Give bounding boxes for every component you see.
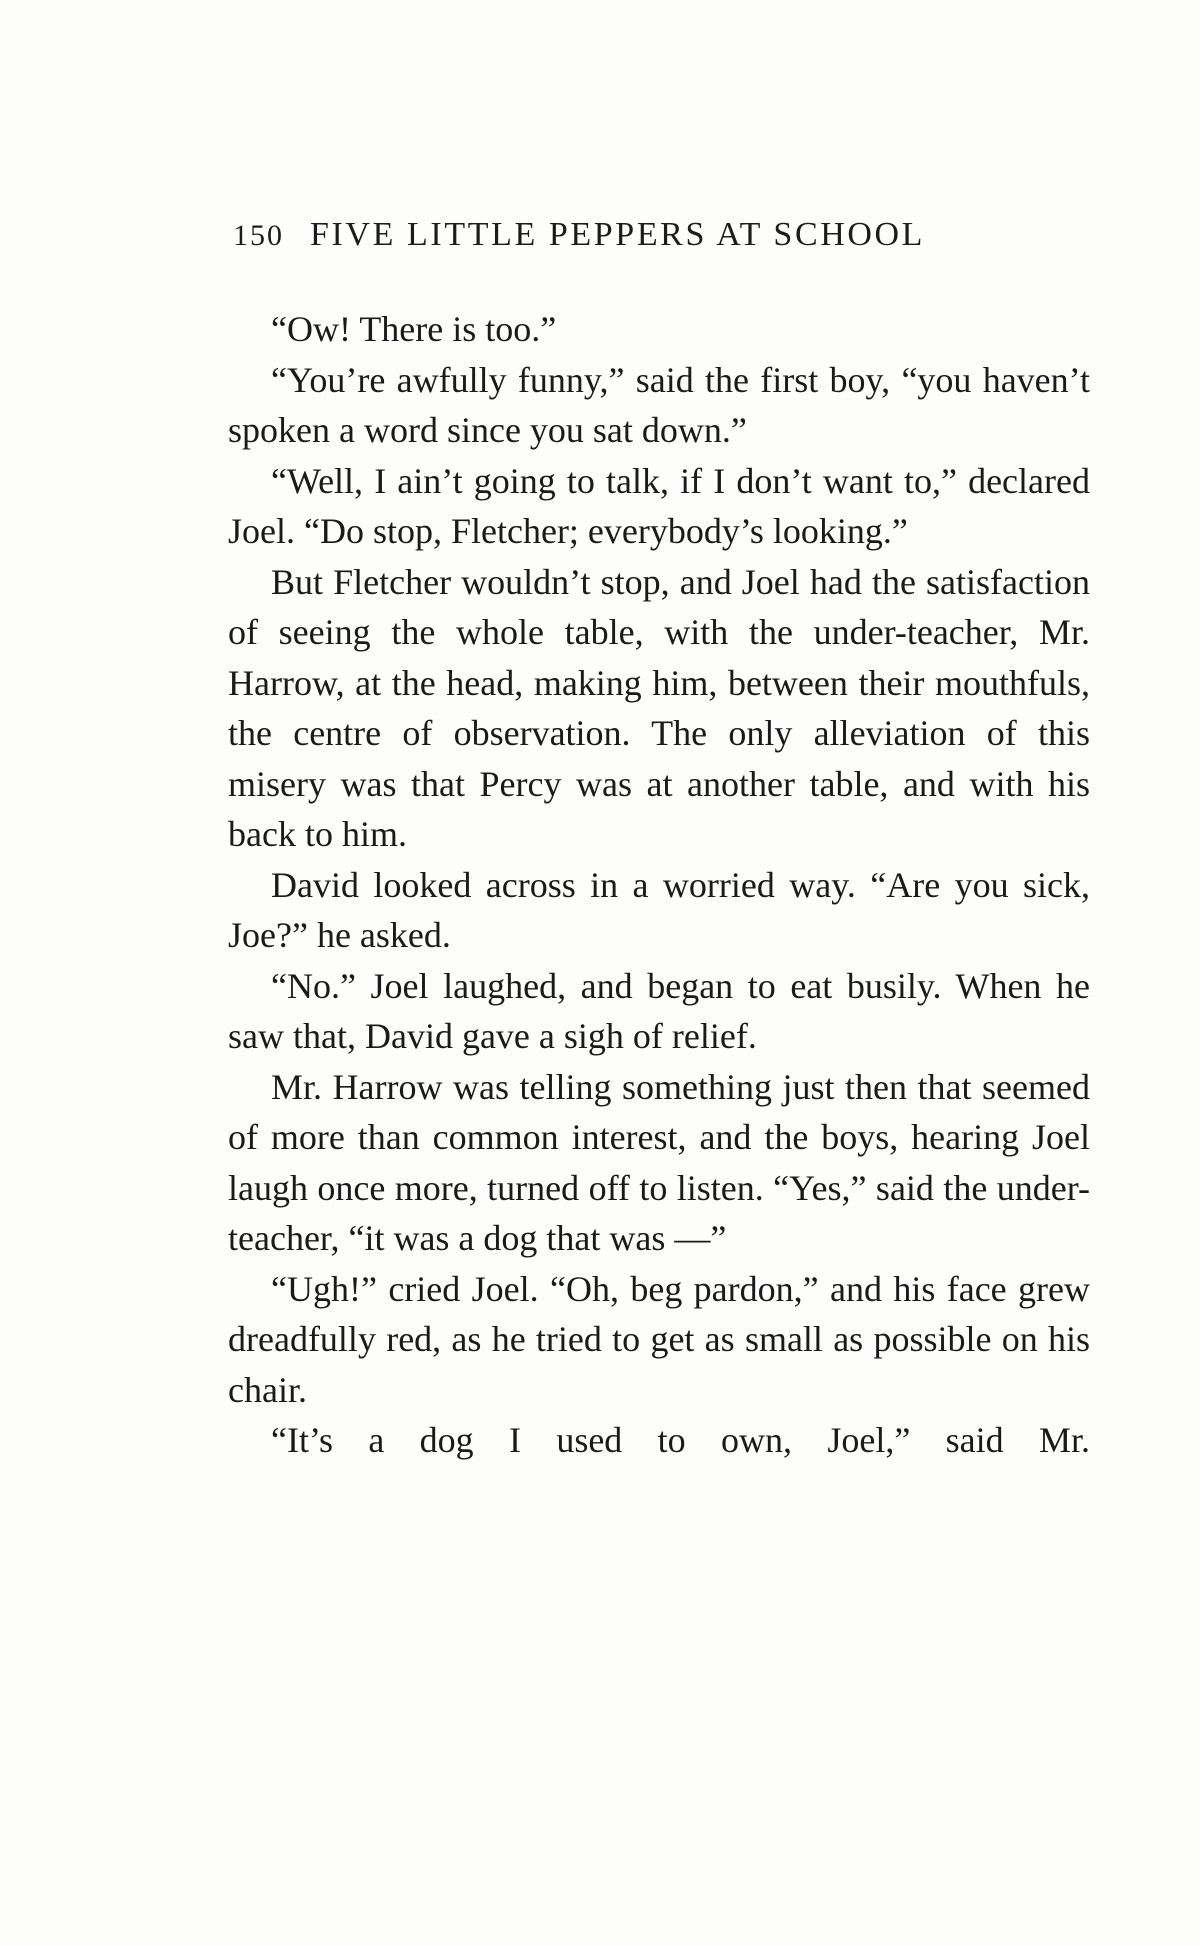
running-title: FIVE LITTLE PEPPERS AT SCHOOL (310, 216, 926, 253)
paragraph: “No.” Joel laughed, and began to eat busily. When he saw that, David gave a sigh of relief. (228, 965, 1090, 1056)
paragraph: But Fletcher wouldn’t stop, and Joel had the satisfaction of seeing the whole table, with the under-teacher, Mr. Harrow, at the head, making him, between their mouthfuls, the centre of observation. The only alleviation of this misery was that Percy was at another table, and with his back to him. (228, 561, 1090, 854)
page-header (233, 216, 1088, 254)
paragraph: Mr. Harrow was telling something just then that seemed of more than common interest, and the boys, hearing Joel laugh once more, turned off to listen. “Yes,” said the under-teacher, “it was a dog that was —” (228, 1066, 1090, 1258)
paragraph: “You’re awfully funny,” said the first boy, “you haven’t spoken a word since you sat down.” (228, 359, 1090, 450)
paragraph: “Well, I ain’t going to talk, if I don’t want to,” declared Joel. “Do stop, Fletcher; everybody’s looking.” (228, 460, 1090, 551)
paragraph: David looked across in a worried way. “Are you sick, Joe?” he asked. (228, 864, 1090, 955)
page-number: 150 (233, 219, 284, 252)
paragraph-continued: “It’s a dog I used to own, Joel,” said Mr. (271, 1420, 1090, 1460)
paragraph: “Ugh!” cried Joel. “Oh, beg pardon,” and his face grew dreadfully red, as he tried to get as small as possible on his chair. (228, 1268, 1090, 1410)
body-text (228, 304, 1090, 1466)
paragraph: “Ow! There is too.” (271, 309, 557, 349)
